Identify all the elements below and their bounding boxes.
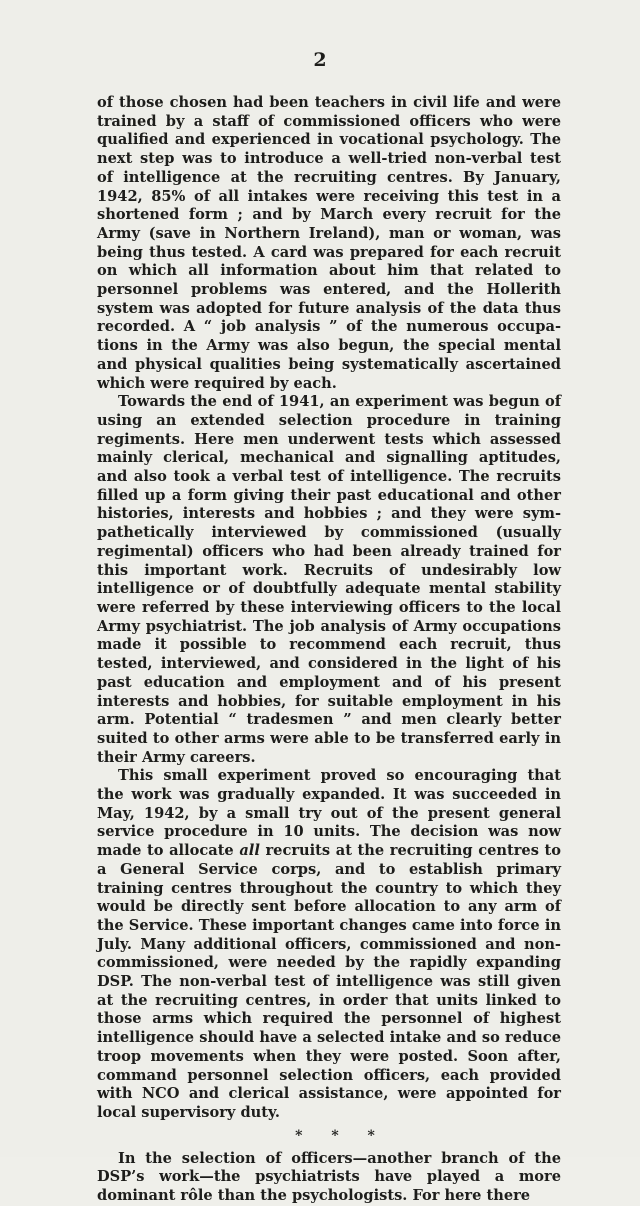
paragraph [97, 767, 561, 1122]
paragraph: In the selection of officers—another branch of the DSP’s work—the psychiatrists have played a more dominant rôle than the psychologists. For here there [97, 1149, 561, 1205]
body-text [97, 94, 561, 1206]
paragraph: Towards the end of 1941, an experiment was begun of using an extended selection procedure in training regiments. Here men underwent tests which assessed mainly clerical, mechanical and signalling aptitudes, and also took a verbal test of intelligence. The recruits filled up a form giving their past educational and other histories, interests and hobbies ; and they were sympathetically interviewed by commissioned (usually regimental) officers who had been already trained for this important work. Recruits of undesirably low intelligence or of doubtfully adequate mental stability were referred by these interviewing officers to the local Army psychiatrist. The job analysis of Army occupations made it possible to recommend each recruit, thus tested, interviewed, and considered in the light of his past education and employment and of his present interests and hobbies, for suitable employment in his arm. Potential “ tradesmen ” and men clearly better suited to other arms were able to be transferred early in their Army careers. [97, 393, 561, 766]
paragraph-text: This small experiment proved so encouraging that the work was gradually expanded. It was succeeded in May, 1942, by a small try out of the present general service procedure in 10 units. The decision was now made to allocate [97, 767, 561, 860]
emphasized-word: all [239, 842, 260, 860]
paragraph-text: recruits at the recruiting centres to a General Service corps, and to establish primary training centres throughout the country to which they would be directly sent before allocation to any arm of the Service. These important changes came into force in July. Many additional officers, commissioned and non-commissioned, were needed by the rapidly expanding DSP. The non-verbal test of intelligence was still given at the recruiting centres, in order that units linked to those arms which required the personnel of highest intelligence should have a selected intake and so reduce troop movements when they were posted. Soon after, command personnel selection officers, each provided with NCO and clerical assistance, were appointed for local supervisory duty. [97, 842, 561, 1121]
section-separator: * * * [295, 1127, 375, 1144]
page-number: 2 [313, 49, 327, 71]
paragraph: of those chosen had been teachers in civil life and were trained by a staff of commissioned officers who were qualified and experienced in vocational psychology. The next step was to introduce a well-tried non-verbal test of intelligence at the recruiting centres. By January, 1942, 85% of all intakes were receiving this test in a shortened form ; and by March every recruit for the Army (save in Northern Ireland), man or woman, was being thus tested. A card was prepared for each recruit on which all information about him that related to personnel problems was entered, and the Hollerith system was adopted for future analysis of the data thus recorded. A “ job analysis ” of the numerous occupations in the Army was also begun, the special mental and physical qualities being systematically ascertained which were required by each. [97, 94, 561, 392]
